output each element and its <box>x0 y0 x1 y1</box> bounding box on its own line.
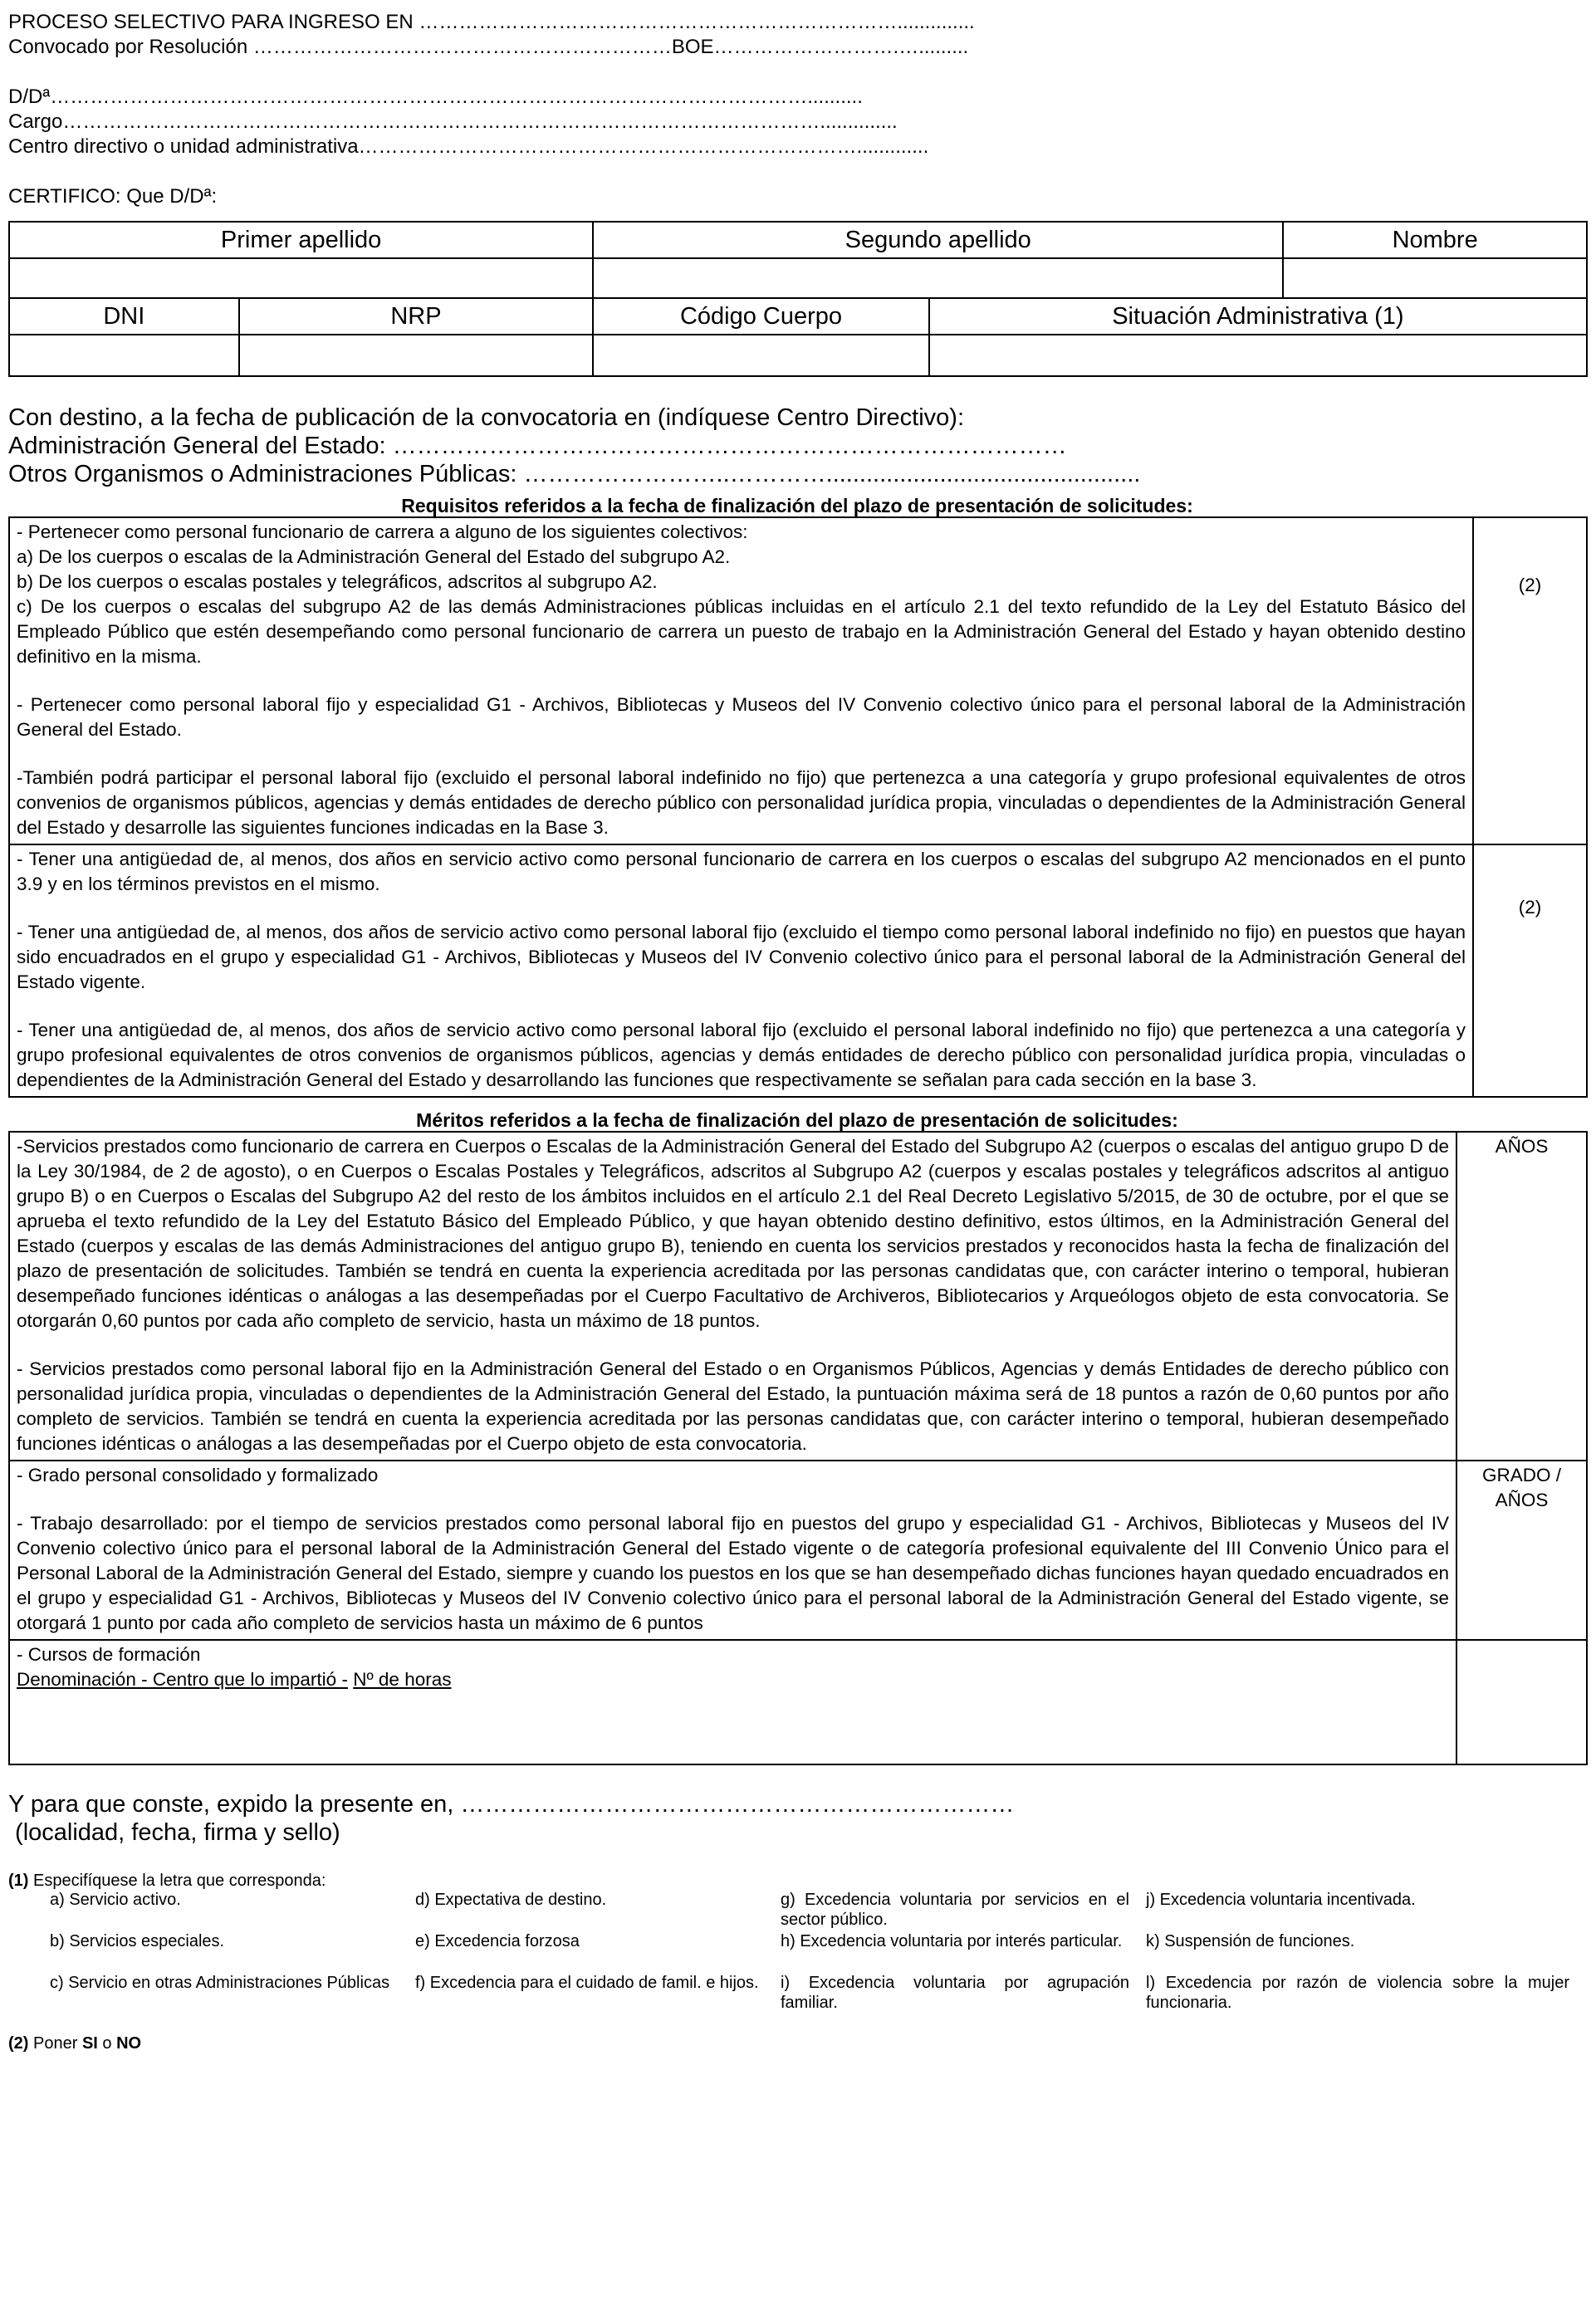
segundo-apellido-header: Segundo apellido <box>593 222 1283 258</box>
requisitos-title: Requisitos referidos a la fecha de finalización del plazo de presentación de solicitudes: <box>401 495 1193 516</box>
situacion-field[interactable] <box>929 335 1587 376</box>
nombre-header: Nombre <box>1283 222 1587 258</box>
meritos-anos-cell[interactable]: AÑOS <box>1456 1132 1587 1461</box>
fn-item: b) Servicios especiales. <box>50 1932 225 1950</box>
destino-line: Con destino, a la fecha de publicación de la convocatoria en (indíquese Centro Directivo): <box>8 404 965 431</box>
segundo-apellido-field[interactable] <box>593 258 1283 298</box>
footnote-2 <box>8 2034 1586 2053</box>
meritos-block-2 <box>9 1461 1456 1640</box>
denominacion-label: Denominación - Centro que lo impartió - <box>17 1669 348 1690</box>
footnote-2-si: SI <box>81 2034 98 2053</box>
req-p1: - Pertenecer como personal funcionario de carrera a alguno de los siguientes colectivos: <box>17 521 748 542</box>
mer-p2: - Servicios prestados como personal laboral fijo en la Administración General del Estado o en Organismos Públicos, Agencias y demás Entidades de derecho público con personalidad jurídica propia, vinculadas o dependientes de la Administración General del Estado, la puntuación máxima será de 18 puntos a razón de 0,60 puntos por año completo de servicios. También se tendrá en cuenta la experiencia acreditada por las personas candidatas que, con carácter interino o temporal, hubieran desempeñado funciones idénticas o análogas a las desempeñadas por el Cuerpo objeto de esta convocatoria. <box>17 1358 1449 1454</box>
requisitos-mark-2[interactable]: (2) <box>1473 844 1587 1097</box>
mer-p1: -Servicios prestados como funcionario de carrera en Cuerpos o Escalas de la Administración General del Estado del Subgrupo A2 (cuerpos o escalas del antiguo grupo D de la Ley 30/1984, de 2 de agosto), o en Cuerpos o Escalas Postales y Telegráficos, adscritos al Subgrupo A2 (cuerpos y escalas postales y telegráficos adscritos al antiguo grupo B) o en Cuerpos o Escalas del Subgrupo A2 del resto de los ámbitos incluidos en el artículo 2.1 del Real Decreto Legislativo 5/2015, de 30 de octubre, por el que se aprueba el texto refundido de la Ley del Estatuto Básico del Empleado Público, y que hayan obtenido destino definitivo, estos últimos, en la Administración General del Estado (cuerpos y escalas de las demás Administraciones del antiguo grupo B), teniendo en cuenta los servicios prestados y reconocidos hasta la fecha de finalización del plazo de presentación de solicitudes. También se tendrá en cuenta la experiencia acreditada por las personas candidatas que, con carácter interino o temporal, hubieran desempeñado funciones idénticas o análogas a las desempeñadas por el Cuerpo Facultativo de Archiveros, Bibliotecarios y Arqueólogos objeto de esta convocatoria. Se otorgarán 0,60 puntos por cada año completo de servicio, hasta un máximo de 18 puntos. <box>17 1136 1449 1331</box>
footnote-2-label: (2) <box>8 2034 29 2053</box>
proceso-line: PROCESO SELECTIVO PARA INGRESO EN ……………………………………………………………….............. <box>8 11 975 33</box>
closing-hint: (localidad, fecha, firma y sello) <box>8 1819 340 1846</box>
footnote-2-pre: Poner <box>33 2034 78 2053</box>
req-b2-p3: - Tener una antigüedad de, al menos, dos años de servicio activo como personal laboral fijo (excluido el personal laboral indefinido no fijo) que pertenezca a una categoría y grupo profesional equivalentes de otros convenios de organismos públicos, agencias y demás entidades de derecho público con personalidad jurídica propia, vinculadas o dependientes de la Administración General del Estado y desarrollando las funciones que respectivamente se señalan para cada sección en la base 3. <box>17 1020 1466 1090</box>
fn-item: d) Expectativa de destino. <box>415 1891 607 1909</box>
meritos-block-1 <box>9 1132 1456 1461</box>
codigo-cuerpo-header: Código Cuerpo <box>593 298 929 335</box>
cargo-line: Cargo…………………………………………………………………………………………………….............. <box>8 110 898 133</box>
footnote-1-grid <box>50 1890 1586 2013</box>
nrp-field[interactable] <box>239 335 594 376</box>
centro-line: Centro directivo o unidad administrativa…………………………………………………………………............. <box>8 135 929 158</box>
req-b2-p2: - Tener una antigüedad de, al menos, dos años de servicio activo como personal laboral fijo (excluido el tiempo como personal laboral indefinido no fijo) en puestos que hayan sido encuadrados en el grupo y especialidad G1 - Archivos, Bibliotecas y Museos del IV Convenio colectivo único para el personal laboral de la Administración General del Estado vigente. <box>17 922 1466 992</box>
req-p5: - Pertenecer como personal laboral fijo y especialidad G1 - Archivos, Bibliotecas y Museos del IV Convenio colectivo único para el personal laboral de la Administración General del Estado. <box>17 694 1466 740</box>
age-line: Administración General del Estado: ………………………………………………………………………… <box>8 433 1067 459</box>
codigo-cuerpo-field[interactable] <box>593 335 929 376</box>
fn-item: f) Excedencia para el cuidado de famil. e hijos. <box>415 1974 759 1992</box>
footnote-1-label: (1) <box>8 1872 29 1890</box>
certificate-form <box>8 10 1586 2053</box>
fn-item: a) Servicio activo. <box>50 1891 181 1909</box>
cursos-columns <box>17 1667 1449 1692</box>
meritos-block-3 <box>9 1640 1456 1764</box>
fn-item: i) Excedencia voluntaria por agrupación familiar. <box>781 1974 1129 2012</box>
mer-b2-p2: - Trabajo desarrollado: por el tiempo de servicios prestados como personal laboral fijo en puestos del grupo y especialidad G1 - Archivos, Bibliotecas y Museos del IV Convenio colectivo único para el personal laboral de la Administración General del Estado vigente o de categoría profesional equivalente del III Convenio Único para el Personal Laboral de la Administración General del Estado, siempre y cuando los puestos en los que se han desempeñado dichas funciones hayan quedado encuadrados en el grupo y especialidad G1 - Archivos, Bibliotecas y Museos del IV Convenio colectivo único para el personal laboral de la Administración General del Estado vigente, se otorgará 1 punto por cada año completo de servicios hasta un máximo de 6 puntos <box>17 1513 1449 1633</box>
primer-apellido-header: Primer apellido <box>9 222 593 258</box>
footnote-2-no: NO <box>116 2034 142 2053</box>
requisitos-table <box>8 516 1588 1098</box>
nombre-field[interactable] <box>1283 258 1587 298</box>
primer-apellido-field[interactable] <box>9 258 593 298</box>
req-p4: c) De los cuerpos o escalas del subgrupo A2 de las demás Administraciones públicas incluidas en el artículo 2.1 del texto refundido de la Ley del Estatuto Básico del Empleado Público que estén desempeñando como personal funcionario de carrera un puesto de trabajo en la Administración General del Estado y hayan obtenido destino definitivo en la misma. <box>17 596 1466 667</box>
meritos-grado-cell[interactable]: GRADO / AÑOS <box>1456 1461 1587 1640</box>
req-p2: a) De los cuerpos o escalas de la Administración General del Estado del subgrupo A2. <box>17 546 731 567</box>
requisitos-mark-1[interactable]: (2) <box>1473 517 1587 844</box>
fn-item: c) Servicio en otras Administraciones Públicas <box>50 1974 390 1992</box>
footnote-2-o: o <box>102 2034 112 2053</box>
fn-item: k) Suspensión de funciones. <box>1146 1932 1355 1950</box>
req-b2-p1: - Tener una antigüedad de, al menos, dos años en servicio activo como personal funcionario de carrera en los cuerpos o escalas del subgrupo A2 mencionados en el punto 3.9 y en los términos previstos en el mismo. <box>17 849 1466 894</box>
requisitos-block-1 <box>9 517 1473 844</box>
cursos-label: - Cursos de formación <box>17 1644 201 1665</box>
certifico-line: CERTIFICO: Que D/Dª: <box>8 185 218 208</box>
convocado-line: Convocado por Resolución ………………………………………………………BOE……………………….…......... <box>8 36 969 58</box>
situacion-header: Situación Administrativa (1) <box>929 298 1587 335</box>
meritos-title: Méritos referidos a la fecha de finalización del plazo de presentación de solicitudes: <box>416 1109 1178 1131</box>
dni-header: DNI <box>9 298 239 335</box>
dd-line: D/Dª…………………………………………………………………………………………………….......... <box>8 86 863 108</box>
fn-item: j) Excedencia voluntaria incentivada. <box>1146 1891 1416 1909</box>
mer-b2-p1: - Grado personal consolidado y formalizado <box>17 1465 379 1485</box>
footnote-1-text: Especifíquese la letra que corresponda: <box>33 1872 326 1890</box>
horas-label: Nº de horas <box>353 1669 452 1690</box>
nrp-header: NRP <box>239 298 594 335</box>
meritos-table <box>8 1131 1588 1765</box>
fn-item: l) Excedencia por razón de violencia sobre la mujer funcionaria. <box>1146 1974 1569 2012</box>
req-p3: b) De los cuerpos o escalas postales y telegráficos, adscritos al subgrupo A2. <box>17 571 658 592</box>
footnote-1-title <box>8 1872 1586 1890</box>
fn-item: e) Excedencia forzosa <box>415 1932 580 1950</box>
req-p6: -También podrá participar el personal laboral fijo (excluido el personal laboral indefinido no fijo) que pertenezca a una categoría y grupo profesional equivalentes de otros convenios de organismos públicos, agencias y demás entidades de derecho público con personalidad jurídica propia, vinculadas o dependientes de la Administración General del Estado y desarrolle las siguientes funciones indicadas en la Base 3. <box>17 767 1466 838</box>
fn-item: h) Excedencia voluntaria por interés particular. <box>781 1932 1123 1950</box>
otros-organismos-line: Otros Organismos o Administraciones Públicas: ……………………..…………............................................... <box>8 461 1141 487</box>
closing-line: Y para que conste, expido la presente en, …………………………………………………………… <box>8 1791 1015 1818</box>
dni-field[interactable] <box>9 335 239 376</box>
fn-item: g) Excedencia voluntaria por servicios en el sector público. <box>781 1891 1129 1929</box>
requisitos-block-2 <box>9 844 1473 1097</box>
meritos-cursos-cell[interactable] <box>1456 1640 1587 1764</box>
identity-table <box>8 221 1588 377</box>
